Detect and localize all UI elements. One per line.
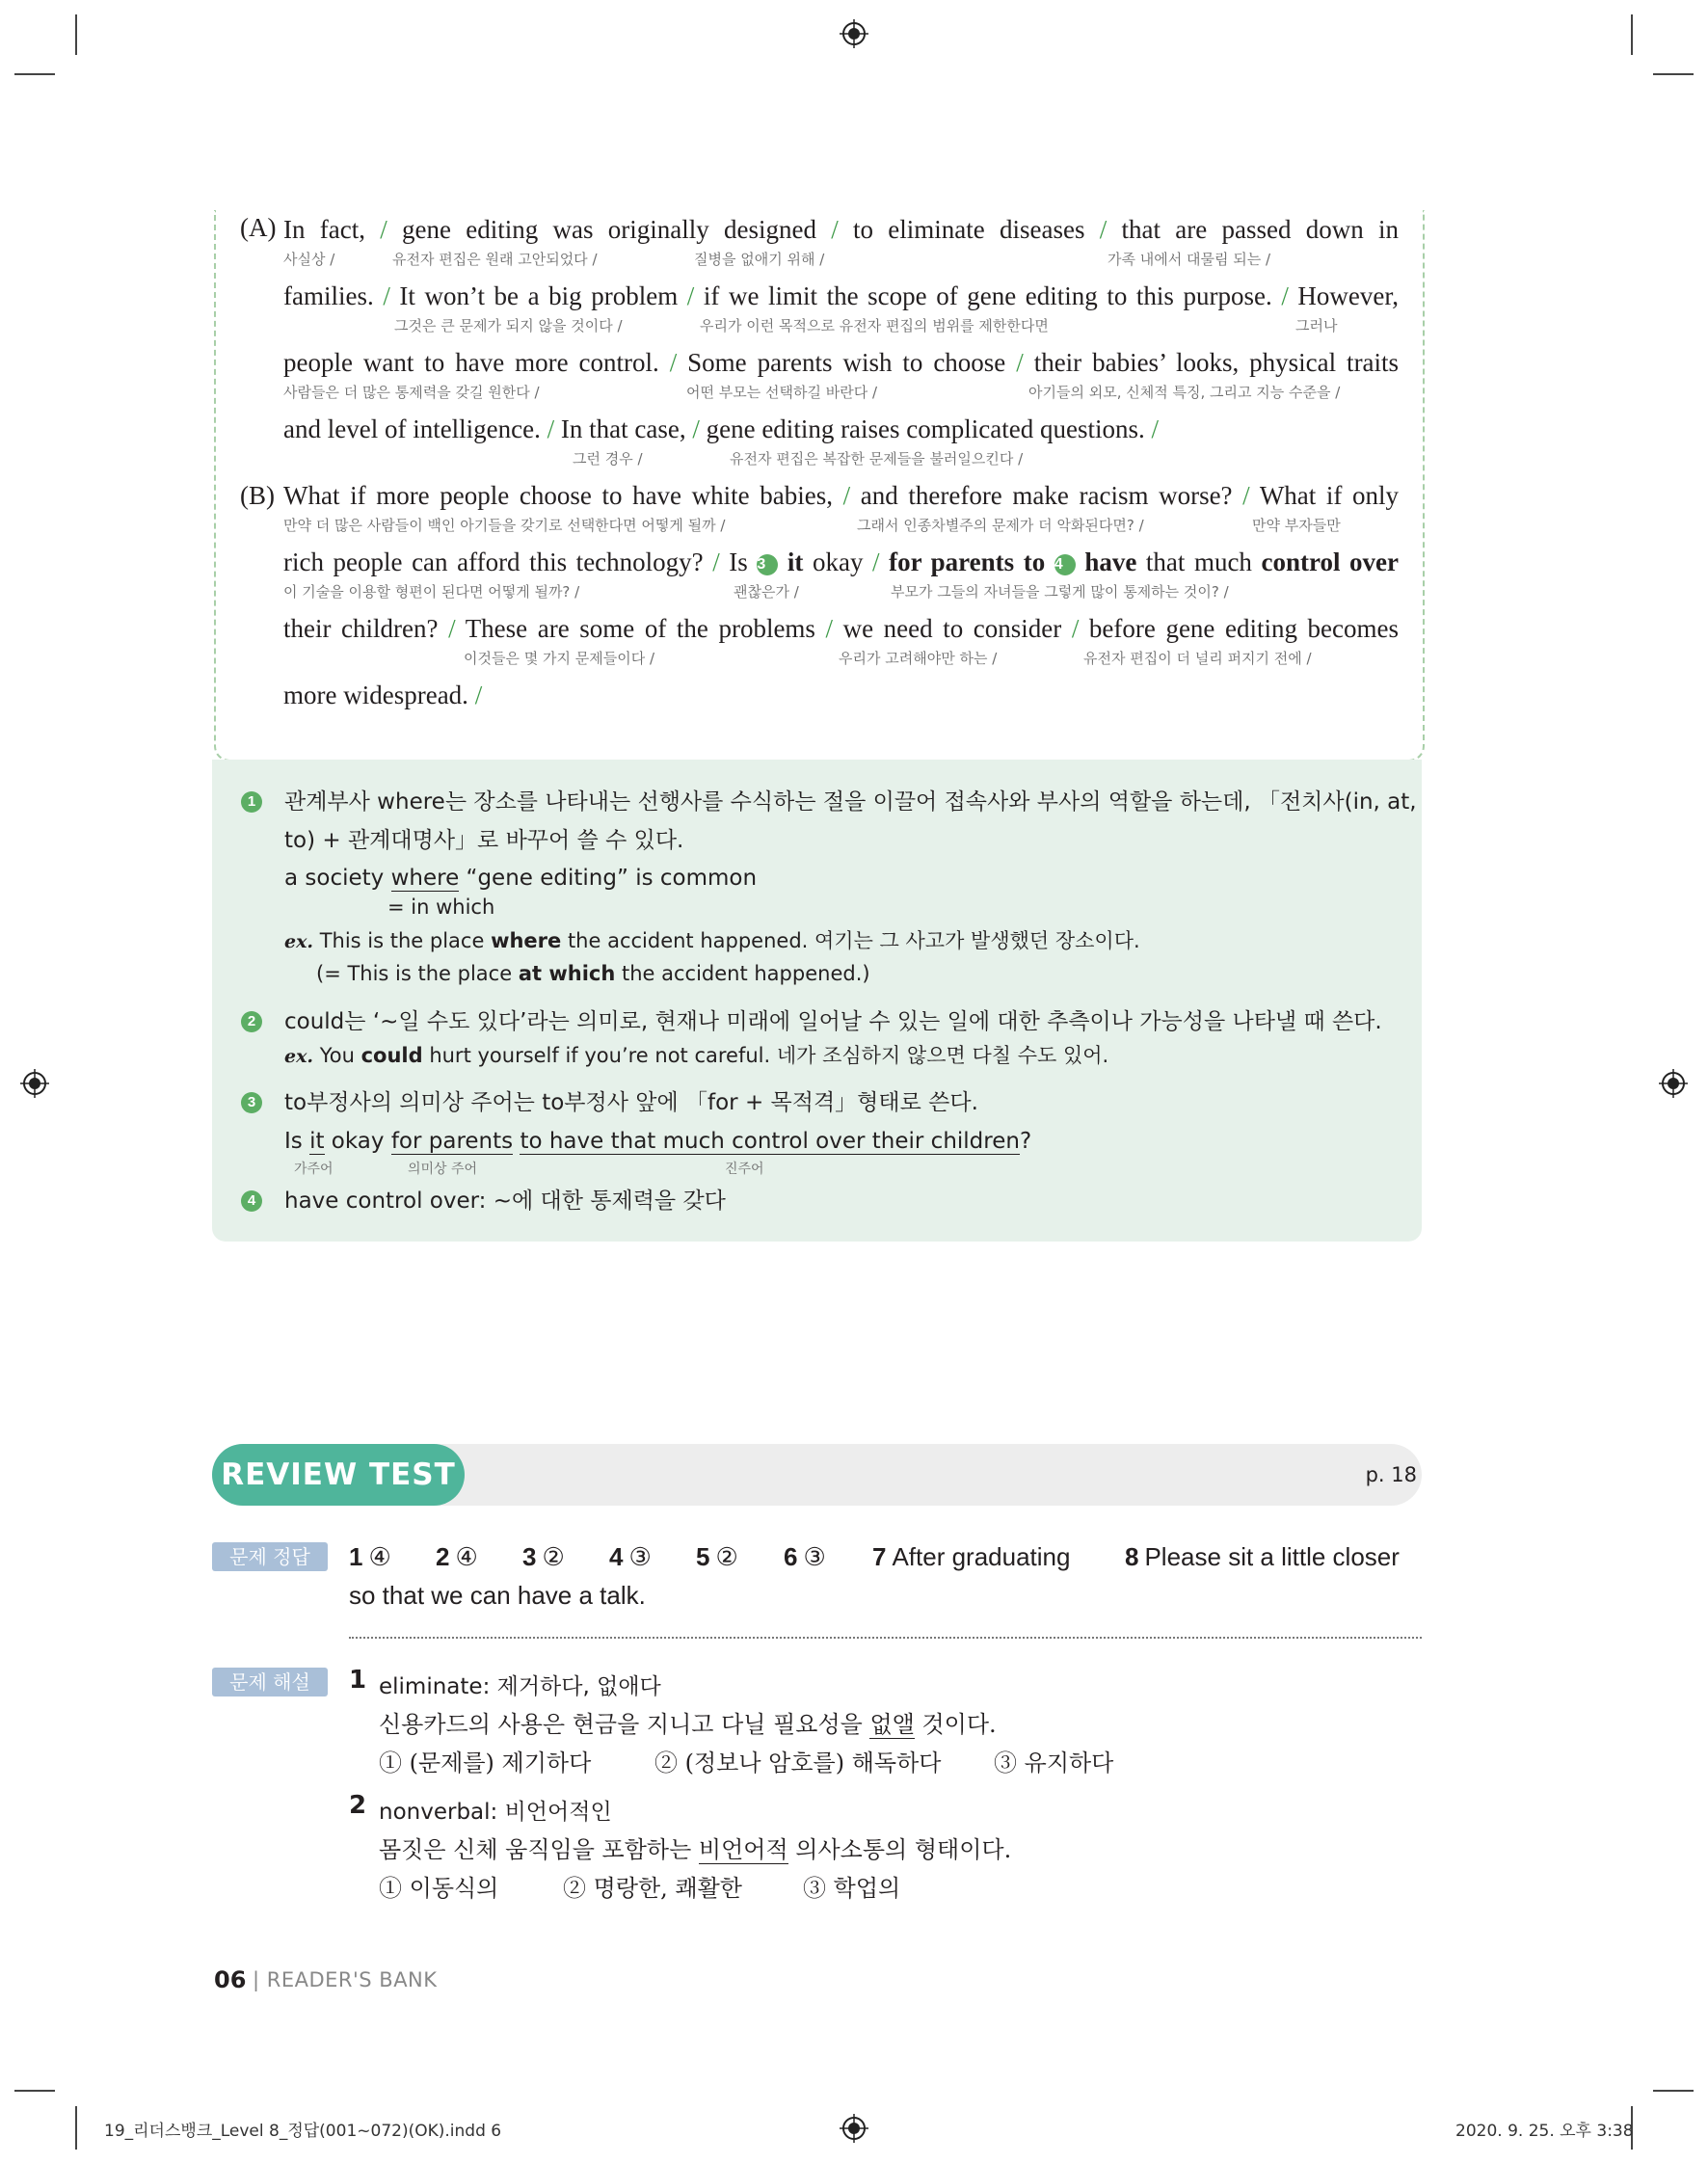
review-test-title: REVIEW TEST <box>212 1444 465 1506</box>
option: ② 명랑한, 쾌활한 <box>563 1875 742 1902</box>
label-dummy-subject: 가주어 <box>294 1162 334 1177</box>
english-text: rich people can afford this technology? / Is 3 it okay / for parents to 4 have that much control over <box>283 548 1400 576</box>
label-real-subject: 진주어 <box>725 1162 764 1177</box>
korean-gloss: 유전자 편집이 더 널리 퍼지기 전에 / <box>1083 650 1312 667</box>
korean-gloss: 만약 부자들만 <box>1252 517 1341 534</box>
korean-gloss: 아기들의 외모, 신체적 특징, 그리고 지능 수준을 / <box>1028 384 1341 401</box>
korean-gloss: 괜찮은가 / <box>734 583 799 601</box>
option: ② (정보나 암호를) 해독하다 <box>654 1750 942 1777</box>
print-slug-date: 2020. 9. 25. 오후 3:38 <box>1455 2122 1634 2141</box>
vocab-entry: eliminate: 제거하다, 없애다 <box>379 1674 661 1699</box>
answer-item: 5 ② <box>696 1542 738 1571</box>
option: ③ 학업의 <box>803 1875 901 1902</box>
note-text: 관계부사 where는 장소를 나타내는 선행사를 수식하는 절을 이끌어 접속사와 부사의 역할을 하는데, 「전치사(in, at, <box>284 789 1417 815</box>
note-example: Is it okay for parents to have that much control over their children? <box>284 1129 1032 1154</box>
paragraph-label-b: (B) <box>240 481 275 510</box>
answer-item: 4 ③ <box>609 1542 652 1571</box>
review-page-ref: p. 18 <box>1365 1463 1417 1486</box>
number-4-icon: 4 <box>1054 554 1076 575</box>
paragraph-label-a: (A) <box>240 213 277 242</box>
crop-mark <box>1653 73 1694 75</box>
explanation-tag: 문제 해설 <box>212 1668 328 1696</box>
korean-gloss: 그러나 <box>1295 317 1338 334</box>
explanation-number: 1 <box>349 1666 367 1695</box>
korean-gloss: 유전자 편집은 복잡한 문제들을 불러일으킨다 / <box>730 450 1024 468</box>
answer-item: 6 ③ <box>784 1542 826 1571</box>
grammar-notes-box <box>212 760 1422 1242</box>
answer-item: 7 After graduating <box>872 1542 1071 1571</box>
note-equivalent: = in which <box>387 895 495 919</box>
answer-item: 1 ④ <box>349 1542 391 1571</box>
answer-item: 3 ② <box>522 1542 565 1571</box>
registration-mark-icon <box>20 1069 49 1098</box>
english-text: people want to have more control. / Some parents wish to choose / their babies’ looks, physical traits <box>283 348 1400 377</box>
example-sentence: 몸짓은 신체 움직임을 포함하는 비언어적 의사소통의 형태이다. <box>379 1836 1012 1863</box>
answer-item: 2 ④ <box>436 1542 478 1571</box>
korean-gloss: 사람들은 더 많은 통제력을 갖길 원한다 / <box>283 384 540 401</box>
korean-gloss: 질병을 없애기 위해 / <box>694 251 825 268</box>
korean-gloss: 이 기술을 이용할 형편이 된다면 어떻게 될까? / <box>283 583 580 601</box>
translation-passage <box>214 210 1425 761</box>
crop-mark <box>1631 14 1633 55</box>
korean-gloss: 어떤 부모는 선택하길 바란다 / <box>686 384 878 401</box>
registration-mark-icon <box>840 2114 868 2143</box>
registration-mark-icon <box>840 19 868 48</box>
vocab-entry: nonverbal: 비언어적인 <box>379 1800 612 1825</box>
english-text: their children? / These are some of the problems / we need to consider / before gene editing becomes <box>283 614 1400 643</box>
example-sentence: 신용카드의 사용은 현금을 지니고 다닐 필요성을 없앨 것이다. <box>379 1711 997 1738</box>
korean-gloss: 그런 경우 / <box>573 450 643 468</box>
english-text: families. / It won’t be a big problem / if we limit the scope of gene editing to this purpose. / However, <box>283 281 1400 310</box>
korean-gloss: 우리가 이런 목적으로 유전자 편집의 범위를 제한한다면 <box>700 317 1049 334</box>
korean-gloss: 유전자 편집은 원래 고안되었다 / <box>392 251 598 268</box>
option: ③ 유지하다 <box>994 1750 1114 1777</box>
note-example: ex. You could hurt yourself if you’re not careful. 네가 조심하지 않으면 다칠 수도 있어. <box>284 1044 1109 1067</box>
answer-continuation: so that we can have a talk. <box>349 1581 646 1610</box>
korean-gloss: 사실상 / <box>283 251 335 268</box>
korean-gloss: 가족 내에서 대물림 되는 / <box>1108 251 1271 268</box>
answer-tag: 문제 정답 <box>212 1542 328 1571</box>
divider <box>349 1637 1422 1639</box>
korean-gloss: 우리가 고려해야만 하는 / <box>839 650 998 667</box>
crop-mark <box>14 73 55 75</box>
registration-mark-icon <box>1659 1069 1688 1098</box>
korean-gloss: 그래서 인종차별주의 문제가 더 악화된다면? / <box>857 517 1144 534</box>
option: ① 이동식의 <box>379 1875 499 1902</box>
crop-mark <box>14 2090 55 2092</box>
korean-gloss: 그것은 큰 문제가 되지 않을 것이다 / <box>394 317 623 334</box>
explanation-number: 2 <box>349 1791 367 1820</box>
label-sense-subject: 의미상 주어 <box>408 1162 478 1177</box>
note-example: a society where “gene editing” is common <box>284 866 758 891</box>
note-text: to) + 관계대명사」로 바꾸어 쓸 수 있다. <box>284 828 684 853</box>
book-title: | READER'S BANK <box>253 1968 438 1991</box>
note-text: could는 ‘~일 수도 있다’라는 의미로, 현재나 미래에 일어날 수 있는 일에 대한 추측이나 가능성을 나타낼 때 쓴다. <box>284 1009 1382 1034</box>
korean-gloss: 부모가 그들의 자녀들을 그렇게 많이 통제하는 것이? / <box>891 583 1229 601</box>
korean-gloss: 만약 더 많은 사람들이 백인 아기들을 갖기로 선택한다면 어떻게 될까 / <box>283 517 726 534</box>
korean-gloss: 이것들은 몇 가지 문제들이다 / <box>464 650 655 667</box>
option: ① (문제를) 제기하다 <box>379 1750 592 1777</box>
note-number-3-icon: 3 <box>241 1092 262 1113</box>
note-example: (= This is the place at which the accident happened.) <box>316 962 870 985</box>
page-number: 06 <box>214 1966 247 1993</box>
english-text: more widespread. / <box>283 681 483 709</box>
number-3-icon: 3 <box>757 554 778 575</box>
english-text: In fact, / gene editing was originally designed / to eliminate diseases / that are passed down in <box>283 215 1400 244</box>
note-number-2-icon: 2 <box>241 1011 262 1032</box>
note-number-1-icon: 1 <box>241 791 262 813</box>
english-text: and level of intelligence. / In that case, / gene editing raises complicated questions. / <box>283 414 1159 443</box>
crop-mark <box>75 14 77 55</box>
print-slug-file: 19_리더스뱅크_Level 8_정답(001~072)(OK).indd 6 <box>104 2122 502 2141</box>
note-text: to부정사의 의미상 주어는 to부정사 앞에 「for + 목적격」형태로 쓴다. <box>284 1090 978 1115</box>
crop-mark <box>1653 2090 1694 2092</box>
answer-item: 8 Please sit a little closer <box>1125 1542 1400 1571</box>
note-example: ex. This is the place where the accident happened. 여기는 그 사고가 발생했던 장소이다. <box>284 929 1140 952</box>
english-text: What if more people choose to have white babies, / and therefore make racism worse? / What if only <box>283 481 1400 510</box>
crop-mark <box>75 2106 77 2150</box>
note-number-4-icon: 4 <box>241 1190 262 1212</box>
note-text: have control over: ~에 대한 통제력을 갖다 <box>284 1189 726 1214</box>
